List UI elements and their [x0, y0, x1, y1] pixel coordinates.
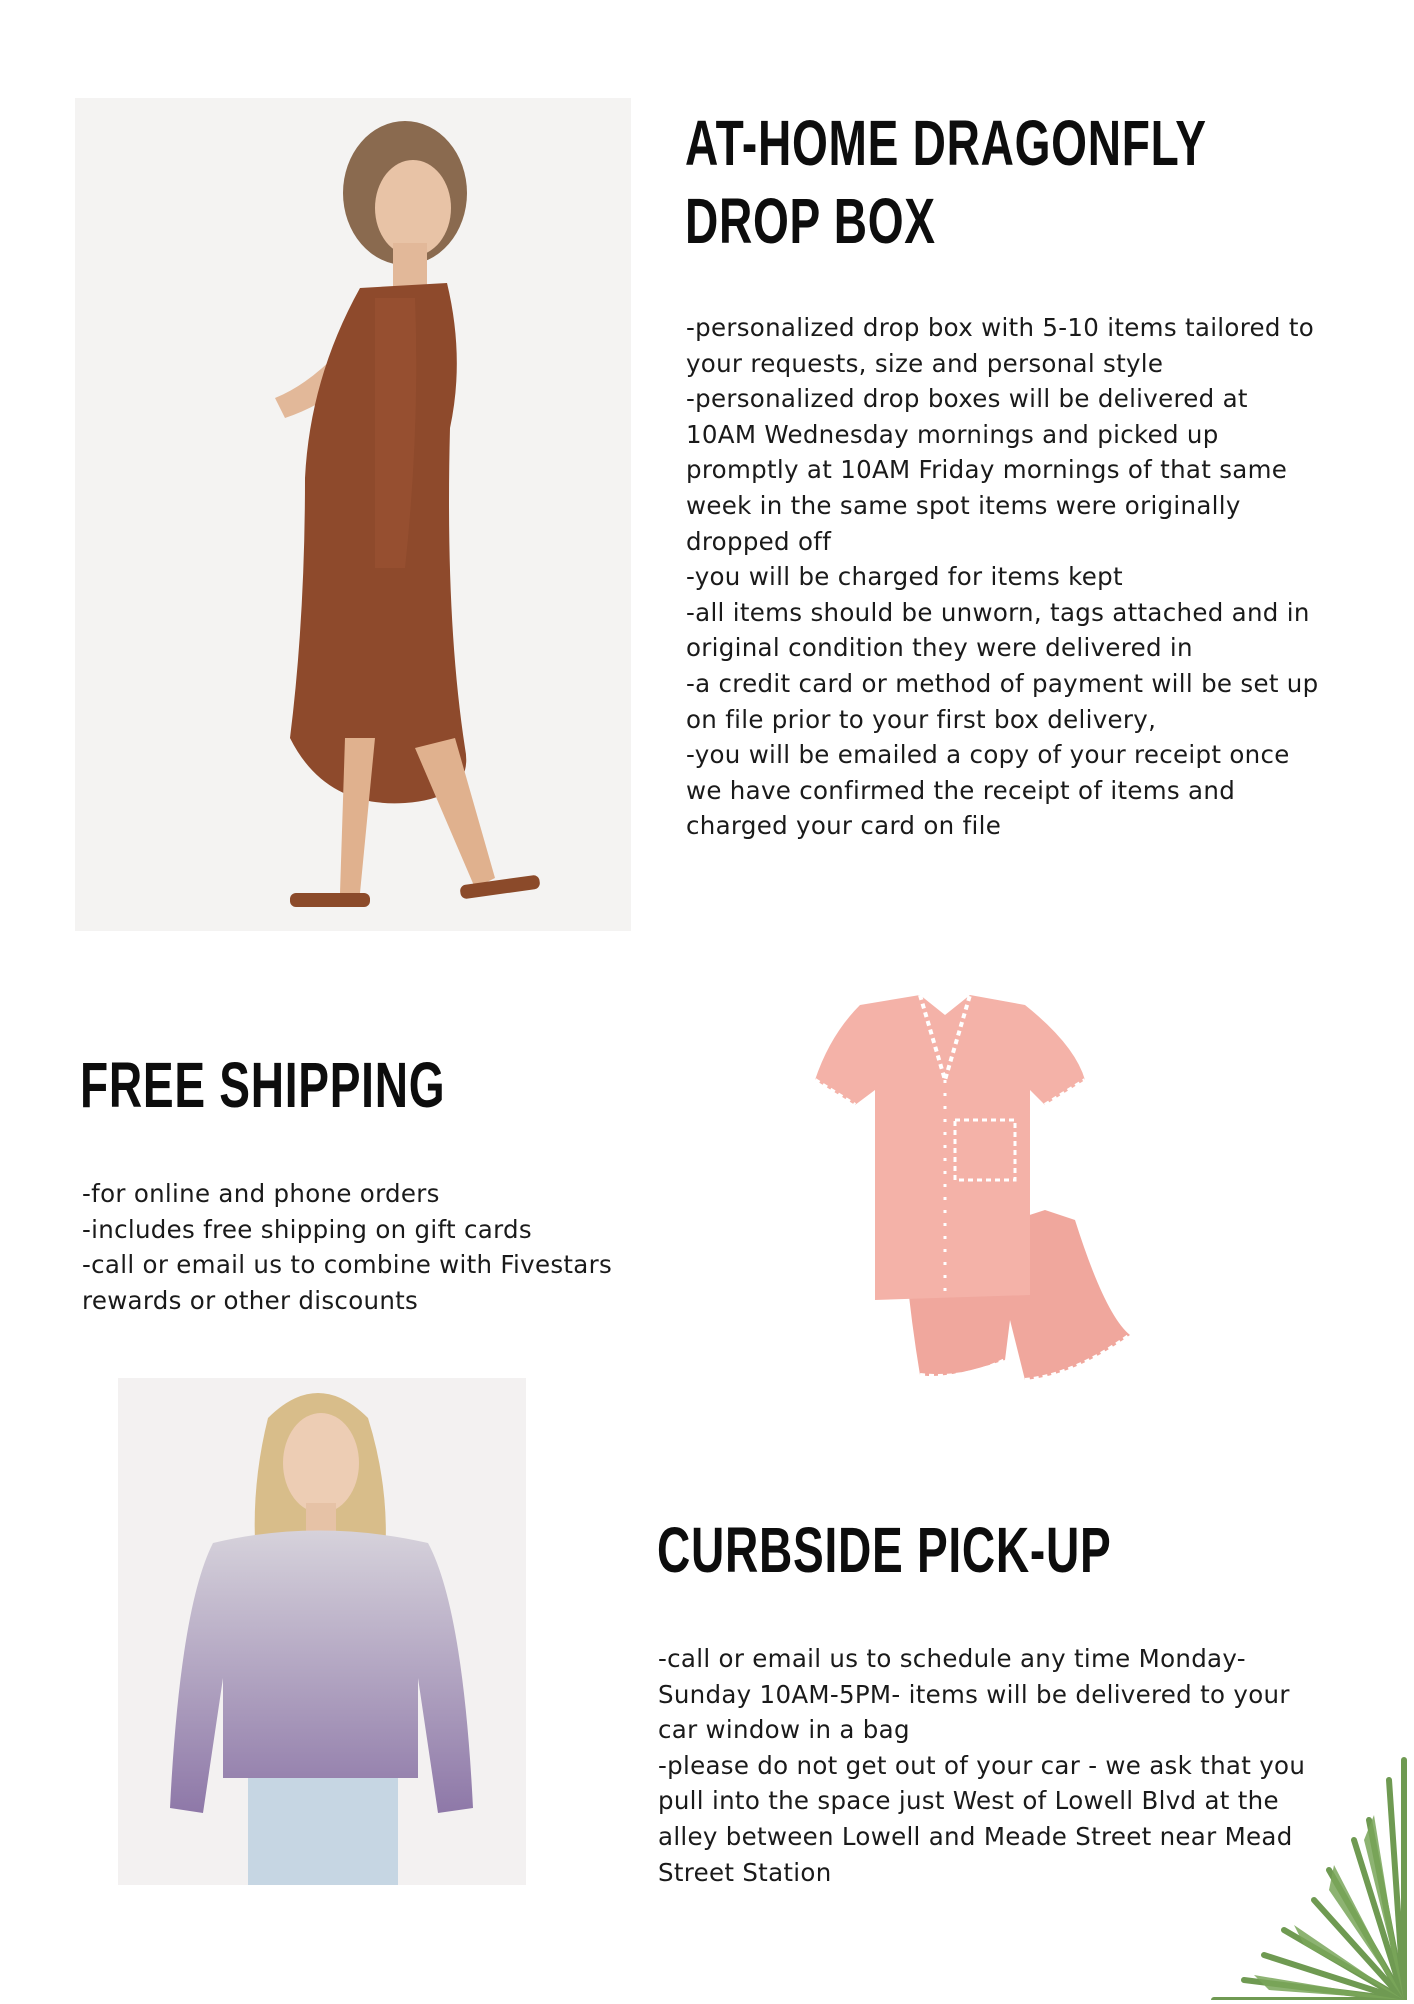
- drop-box-heading: [685, 104, 1207, 260]
- pajama-set-photo: [745, 985, 1185, 1465]
- curbside-heading: [657, 1511, 1111, 1589]
- free-shipping-heading: [80, 1046, 445, 1124]
- drop-box-detail: -you will be emailed a copy of your receipt once we have confirmed the receipt of items and charged your card on file: [686, 740, 1290, 841]
- drop-box-detail: -a credit card or method of payment will be set up on file prior to your first box delivery,: [686, 668, 1319, 734]
- drop-box-detail: -all items should be unworn, tags attached and in original condition they were delivered in: [686, 597, 1310, 663]
- palm-leaf-icon: [1154, 1700, 1414, 2000]
- curbside-detail: -call or email us to schedule any time Monday-Sunday 10AM-5PM- items will be delivered to your car window in a bag: [658, 1644, 1290, 1745]
- drop-box-heading-line-1: AT-HOME DRAGONFLY: [685, 107, 1207, 179]
- sweater-model-photo: [118, 1378, 526, 1885]
- drop-box-heading-line-2: DROP BOX: [685, 185, 936, 257]
- free-shipping-detail: -call or email us to combine with Fivestars rewards or other discounts: [82, 1250, 613, 1315]
- curbside-detail: -please do not get out of your car - we ask that you pull into the space just West of Lowell Blvd at the alley between Lowell and Meade Street near Mead Street Station: [658, 1750, 1306, 1887]
- drop-box-detail: -personalized drop boxes will be delivered at 10AM Wednesday mornings and picked up promptly at 10AM Friday mornings of that same week in the same spot items were originally dropped off: [686, 384, 1288, 556]
- free-shipping-heading-line-1: FREE SHIPPING: [80, 1049, 446, 1121]
- drop-box-detail: -personalized drop box with 5-10 items tailored to your requests, size and personal style: [686, 313, 1315, 378]
- free-shipping-detail: -includes free shipping on gift cards: [82, 1214, 532, 1244]
- dress-model-photo: [75, 98, 631, 931]
- curbside-heading-line-1: CURBSIDE PICK-UP: [657, 1514, 1112, 1586]
- drop-box-details: [686, 310, 1326, 844]
- free-shipping-details: [82, 1176, 622, 1318]
- drop-box-detail: -you will be charged for items kept: [686, 562, 1123, 592]
- free-shipping-detail: -for online and phone orders: [82, 1179, 440, 1208]
